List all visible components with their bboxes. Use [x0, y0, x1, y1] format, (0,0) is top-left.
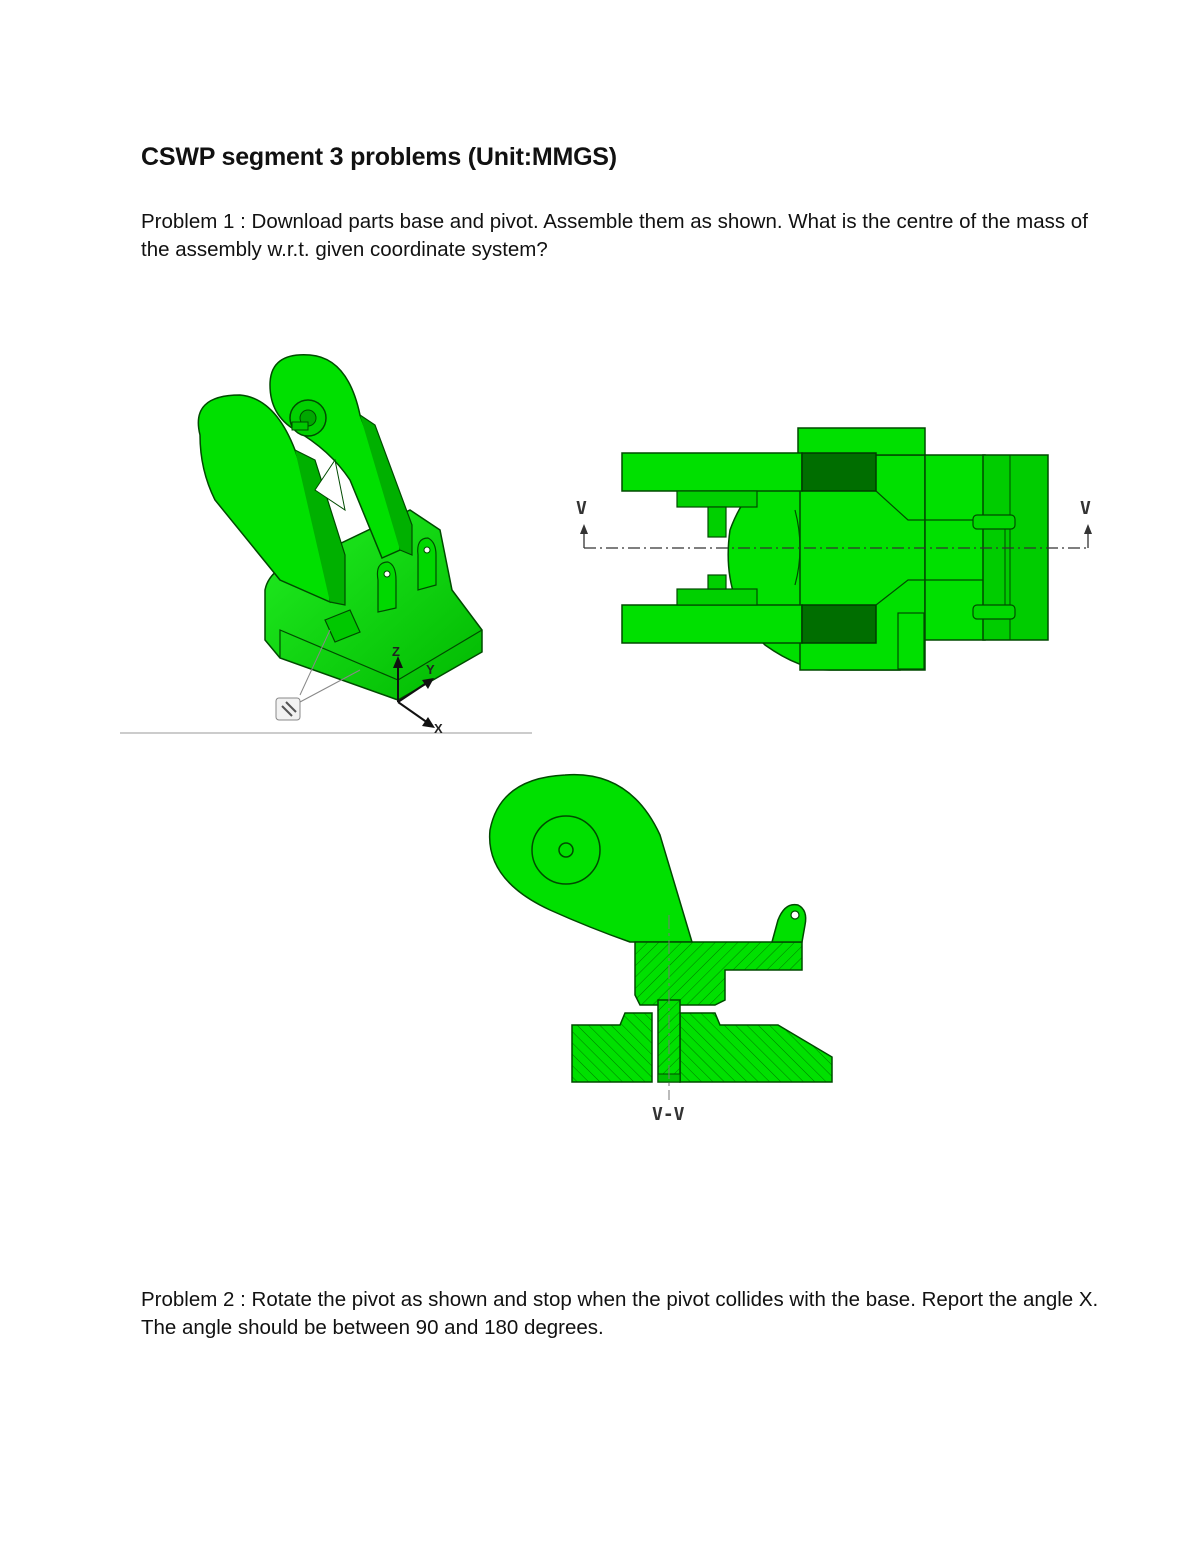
section-label-left: V [576, 498, 587, 519]
problem-1-text: Problem 1 : Download parts base and pivot. Assemble them as shown. What is the centre of the mass of the assembly w.r.t. given coordinate system? [141, 210, 1088, 261]
isometric-figure [120, 340, 540, 740]
top-view-figure [570, 420, 1110, 680]
problem-2-text: Problem 2 : Rotate the pivot as shown and stop when the pivot collides with the base. Report the angle X. The angle should be between 90 and 180 degrees. [141, 1288, 1099, 1339]
section-view-figure [480, 770, 850, 1130]
axis-y-label: Y [426, 662, 435, 677]
section-caption: V-V [652, 1104, 685, 1125]
axis-x-label: X [434, 721, 443, 736]
page-title: CSWP segment 3 problems (Unit:MMGS) [141, 143, 617, 171]
parallel-mate-icon [276, 698, 300, 720]
axis-z-label: Z [392, 644, 400, 659]
section-label-right: V [1080, 498, 1091, 519]
